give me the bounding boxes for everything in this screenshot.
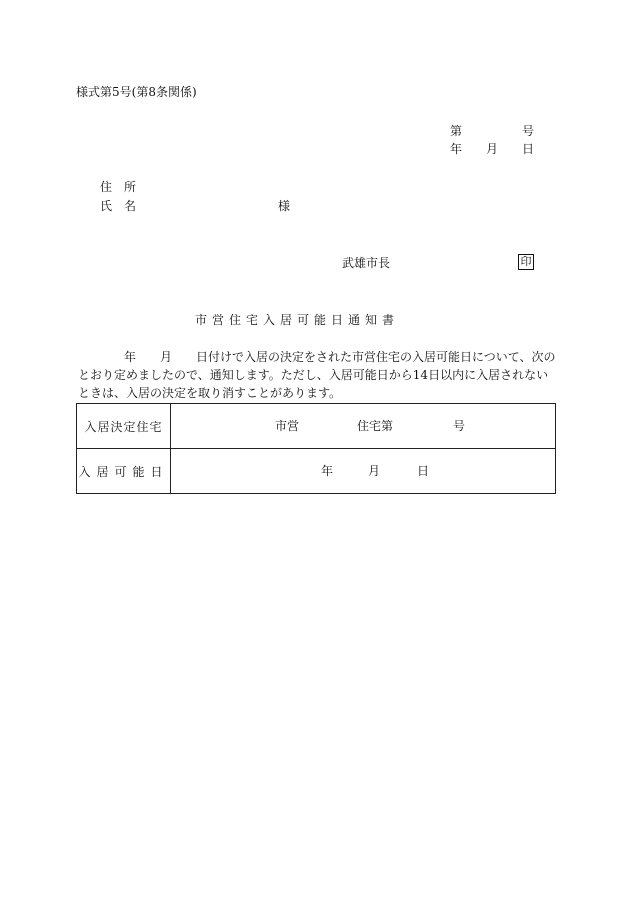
- row-value-available-date: [171, 449, 556, 494]
- body-line-3: ときは、入居の決定を取り消すことがあります。: [78, 386, 342, 400]
- issuer-name: 武雄市長: [342, 256, 391, 270]
- address-label: 住 所: [100, 180, 137, 194]
- row-label-available-date: [77, 449, 171, 494]
- date-tsuki: 月: [486, 142, 499, 156]
- seal-stamp: 印: [518, 254, 534, 270]
- details-table: [76, 403, 556, 494]
- available-tsuki: 月: [368, 464, 381, 478]
- body-line-2: とおり定めましたので、通知します。ただし、入居可能日から14日以内に入居されない: [78, 368, 549, 382]
- available-nen: 年: [321, 464, 334, 478]
- document-title: 市営住宅入居可能日通知書: [195, 313, 400, 327]
- row-label-available-date-text: 入居可能日: [78, 464, 169, 479]
- doc-number-dai: 第: [450, 124, 463, 138]
- go-label: 号: [453, 419, 466, 433]
- jutaku-dai-label: 住宅第: [357, 419, 394, 433]
- row-label-housing: [77, 404, 171, 449]
- table-row: [77, 404, 556, 449]
- sama-label: 様: [278, 199, 291, 213]
- row-label-housing-text: 入居決定住宅: [84, 419, 163, 434]
- body-text: [78, 348, 558, 402]
- name-label: 氏 名: [100, 199, 137, 213]
- body-line-1: 年 月 日付けで入居の決定をされた市営住宅の入居可能日について、次の: [124, 350, 556, 364]
- date-hi: 日: [522, 142, 535, 156]
- date-nen: 年: [450, 142, 463, 156]
- row-value-housing: [171, 404, 556, 449]
- table-row: [77, 449, 556, 494]
- form-id: 様式第5号(第8条関係): [76, 85, 197, 99]
- shiei-label: 市営: [275, 419, 300, 433]
- doc-number-go: 号: [522, 124, 535, 138]
- available-hi: 日: [417, 464, 430, 478]
